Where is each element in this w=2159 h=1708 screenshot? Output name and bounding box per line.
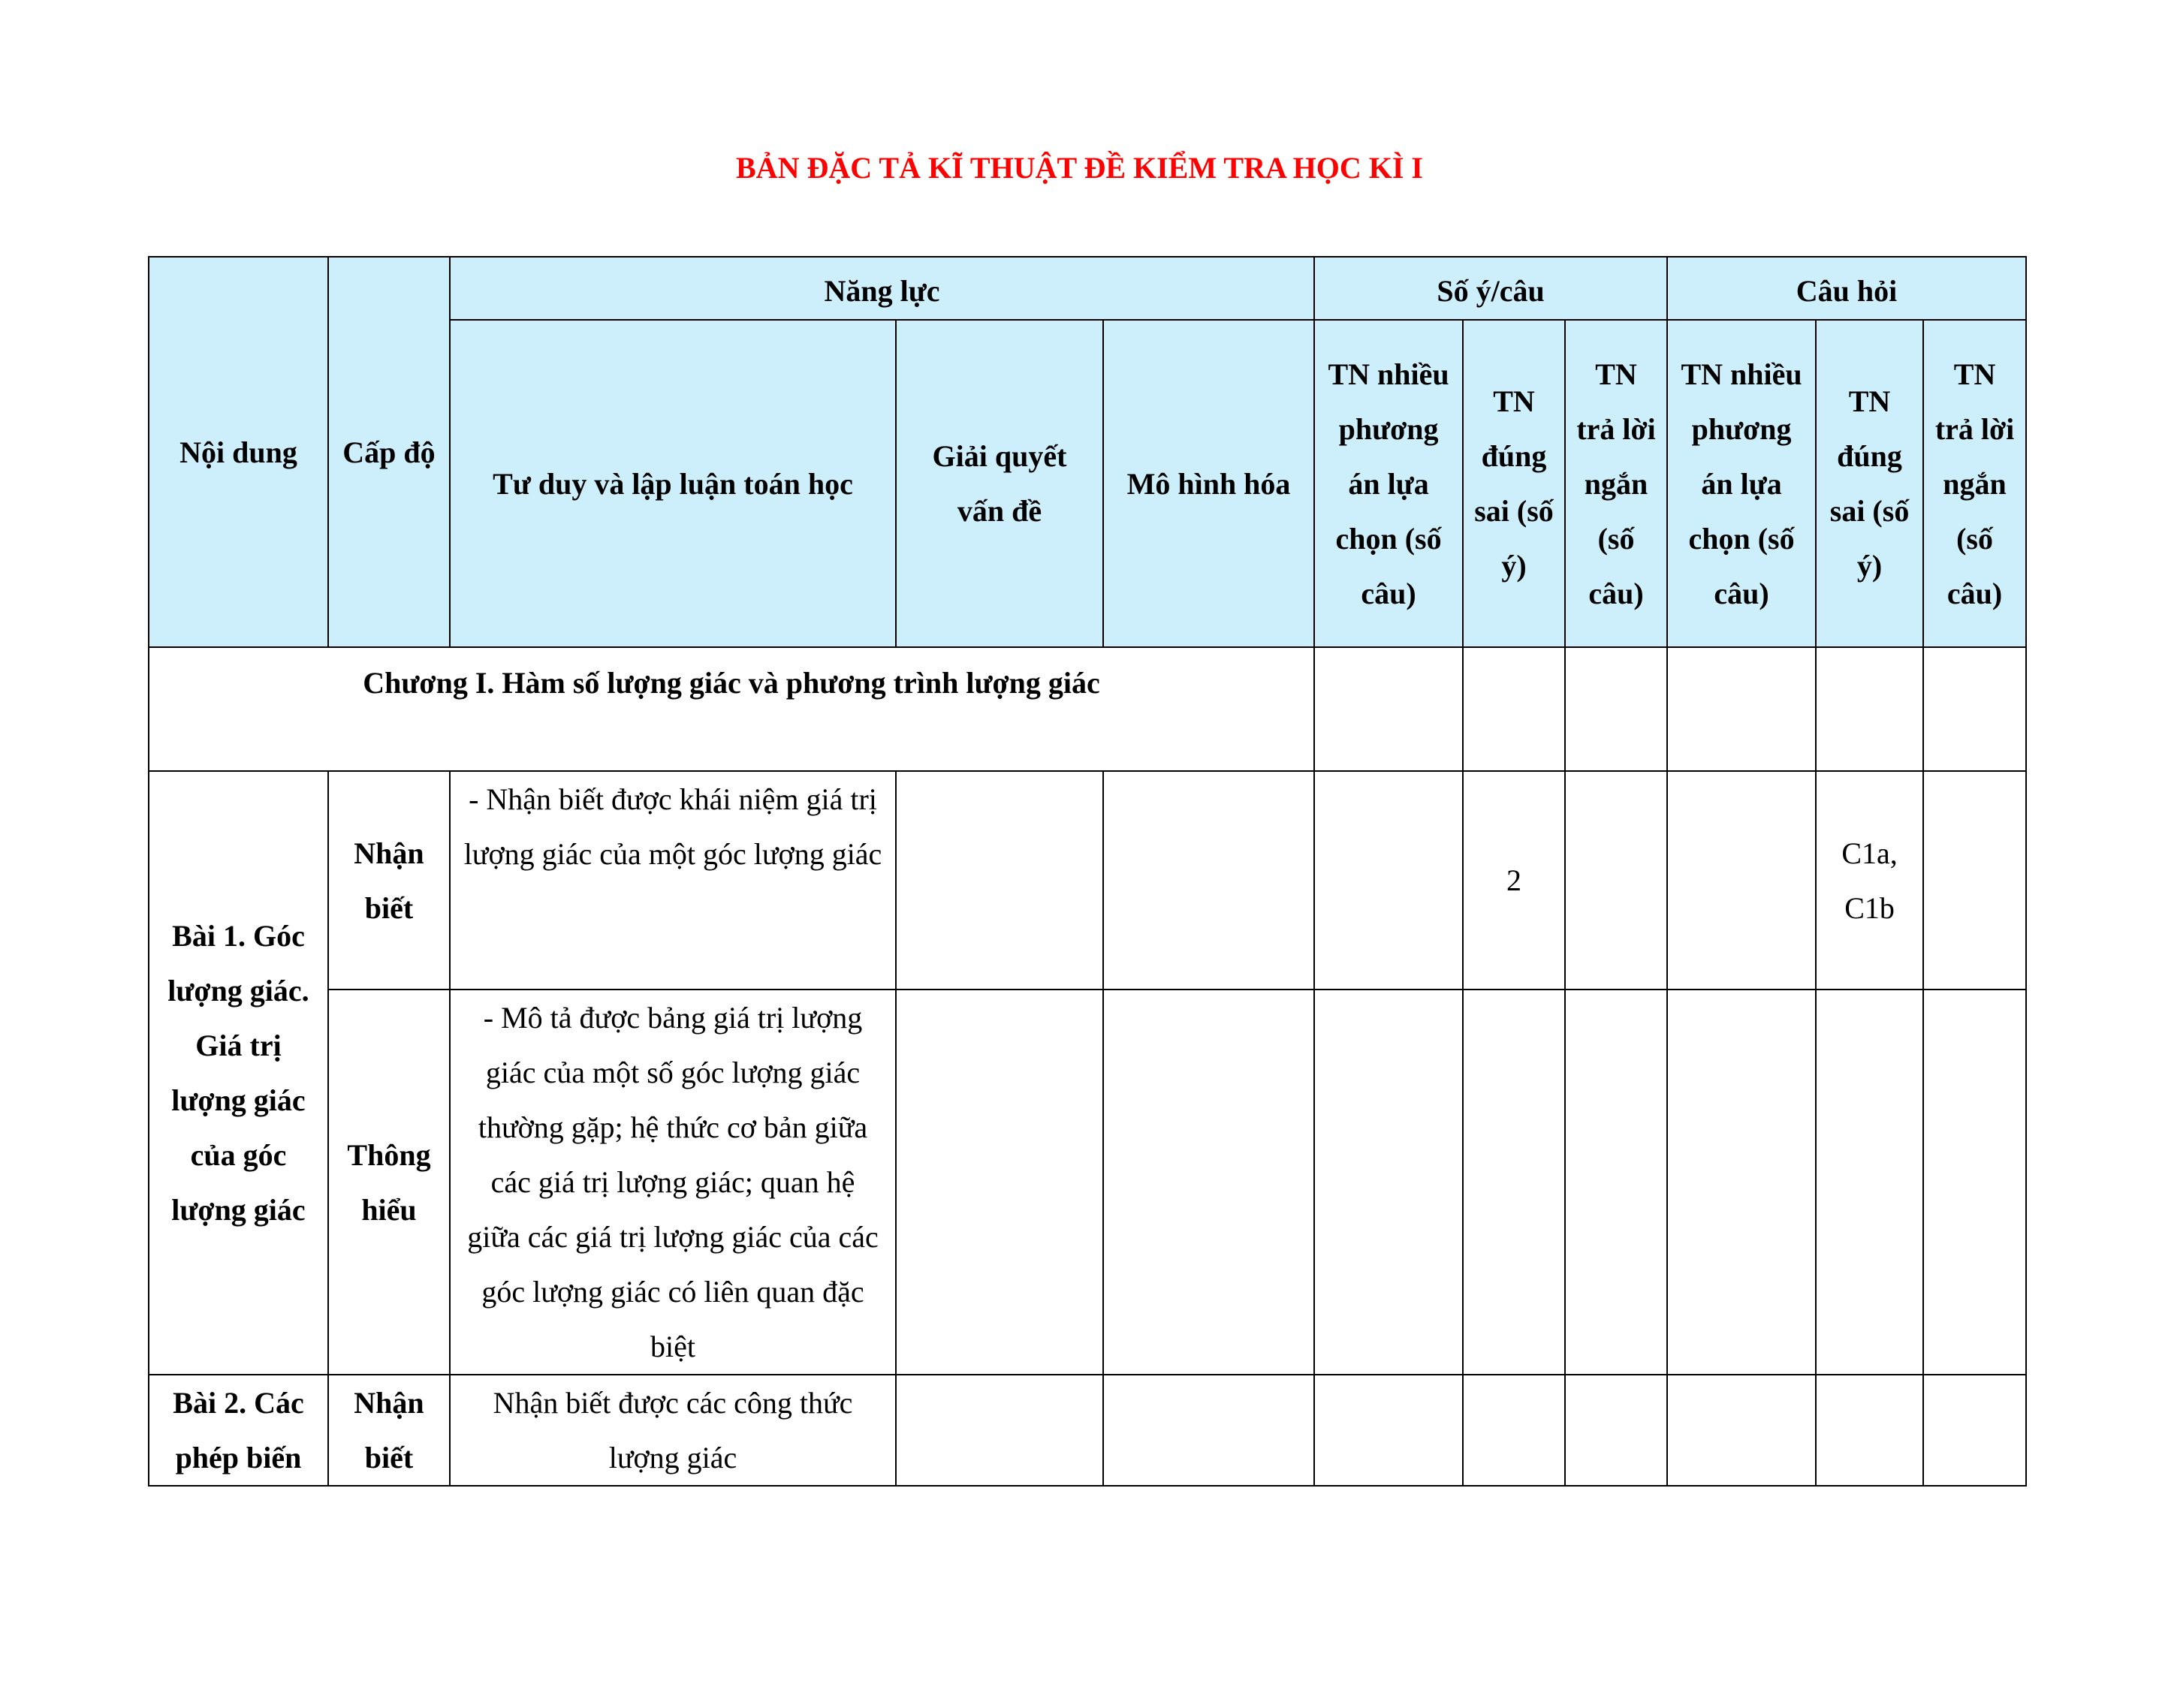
so-tn-dung-sai-cell: 2 xyxy=(1463,771,1565,990)
table-cell xyxy=(1923,647,2026,771)
header-so-tn-tra-loi-ngan: TN trả lời ngắn (số câu) xyxy=(1565,320,1667,647)
cau-tn-nhieu-cell xyxy=(1667,771,1816,990)
table-row xyxy=(149,990,2026,1375)
header-so-tn-nhieu-phuong-an: TN nhiều phương án lựa chọn (số câu) xyxy=(1314,320,1463,647)
table-cell xyxy=(1463,647,1565,771)
level-cell: Nhận biết xyxy=(328,771,450,990)
so-tn-dung-sai-cell xyxy=(1463,990,1565,1375)
tu-duy-cell: Nhận biết được các công thức lượng giác xyxy=(450,1375,896,1486)
so-tn-nhieu-cell xyxy=(1314,990,1463,1375)
table-cell xyxy=(1565,647,1667,771)
header-giai-quyet: Giải quyết vấn đề xyxy=(896,320,1103,647)
lesson-cell: Bài 1. Góc lượng giác. Giá trị lượng giác của góc lượng giác xyxy=(149,771,328,1375)
header-cau-tn-tra-loi-ngan: TN trả lời ngắn (số câu) xyxy=(1923,320,2026,647)
header-nang-luc: Năng lực xyxy=(450,257,1314,320)
cau-tn-tra-loi-cell xyxy=(1923,1375,2026,1486)
cau-tn-dung-sai-cell: C1a, C1b xyxy=(1816,771,1923,990)
header-so-tn-dung-sai: TN đúng sai (số ý) xyxy=(1463,320,1565,647)
header-cap-do: Cấp độ xyxy=(328,257,450,647)
level-cell: Thông hiểu xyxy=(328,990,450,1375)
chapter-title: Chương I. Hàm số lượng giác và phương trình lượng giác xyxy=(149,647,1314,771)
cau-tn-dung-sai-cell xyxy=(1816,1375,1923,1486)
header-noi-dung: Nội dung xyxy=(149,257,328,647)
lesson-cell: Bài 2. Các phép biến xyxy=(149,1375,328,1486)
table-cell xyxy=(1667,647,1816,771)
table-cell xyxy=(1816,647,1923,771)
so-tn-tra-loi-cell xyxy=(1565,771,1667,990)
cau-tn-nhieu-cell xyxy=(1667,1375,1816,1486)
so-tn-tra-loi-cell xyxy=(1565,1375,1667,1486)
giai-quyet-cell xyxy=(896,1375,1103,1486)
header-mo-hinh-hoa: Mô hình hóa xyxy=(1103,320,1314,647)
level-cell: Nhận biết xyxy=(328,1375,450,1486)
mo-hinh-hoa-cell xyxy=(1103,990,1314,1375)
table-row xyxy=(149,771,2026,990)
chapter-row xyxy=(149,647,2026,771)
mo-hinh-hoa-cell xyxy=(1103,771,1314,990)
cau-tn-tra-loi-cell xyxy=(1923,990,2026,1375)
header-so-y-cau: Số ý/câu xyxy=(1314,257,1667,320)
cau-tn-nhieu-cell xyxy=(1667,990,1816,1375)
header-cau-hoi: Câu hỏi xyxy=(1667,257,2026,320)
tu-duy-cell: - Nhận biết được khái niệm giá trị lượng giác của một góc lượng giác xyxy=(450,771,896,990)
specification-table xyxy=(148,256,2027,1487)
header-cau-tn-dung-sai: TN đúng sai (số ý) xyxy=(1816,320,1923,647)
so-tn-nhieu-cell xyxy=(1314,1375,1463,1486)
header-cau-tn-nhieu-phuong-an: TN nhiều phương án lựa chọn (số câu) xyxy=(1667,320,1816,647)
header-tu-duy: Tư duy và lập luận toán học xyxy=(450,320,896,647)
giai-quyet-cell xyxy=(896,990,1103,1375)
table-row xyxy=(149,1375,2026,1486)
mo-hinh-hoa-cell xyxy=(1103,1375,1314,1486)
so-tn-tra-loi-cell xyxy=(1565,990,1667,1375)
so-tn-dung-sai-cell xyxy=(1463,1375,1565,1486)
page-title: BẢN ĐẶC TẢ KĨ THUẬT ĐỀ KIỂM TRA HỌC KÌ I xyxy=(736,151,1423,185)
cau-tn-tra-loi-cell xyxy=(1923,771,2026,990)
tu-duy-cell: - Mô tả được bảng giá trị lượng giác của một số góc lượng giác thường gặp; hệ thức cơ bản giữa các giá trị lượng giác; quan hệ giữa các giá trị lượng giác của các góc lượng giác có liên quan đặc biệt xyxy=(450,990,896,1375)
header-row-1 xyxy=(149,257,2026,320)
cau-tn-dung-sai-cell xyxy=(1816,990,1923,1375)
so-tn-nhieu-cell xyxy=(1314,771,1463,990)
table-cell xyxy=(1314,647,1463,771)
giai-quyet-cell xyxy=(896,771,1103,990)
